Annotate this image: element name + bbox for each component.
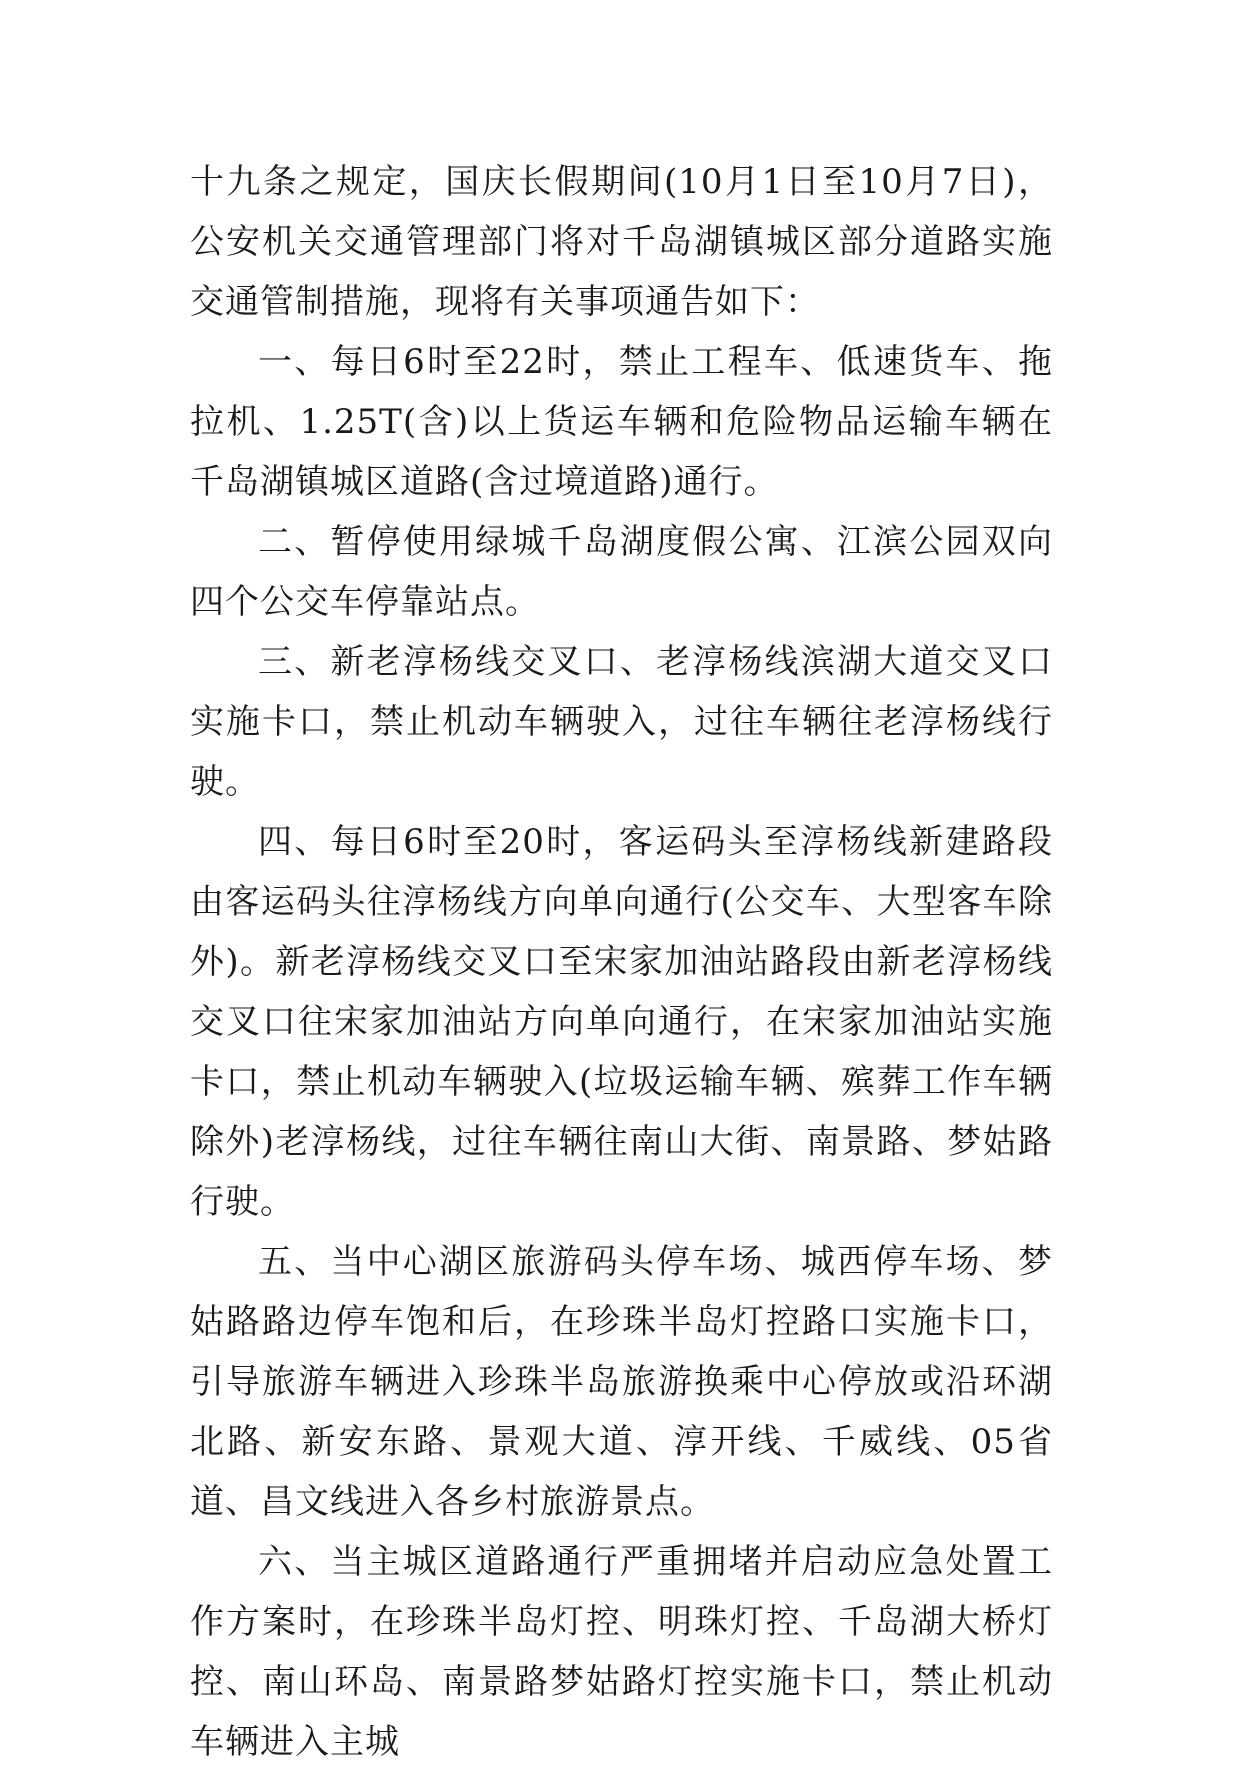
item-6-paragraph: 六、当主城区道路通行严重拥堵并启动应急处置工作方案时，在珍珠半岛灯控、明珠灯控、千岛湖大桥灯控、南山环岛、南景路梦姑路灯控实施卡口，禁止机动车辆进入主城 — [190, 1542, 1053, 1762]
document-page — [190, 152, 1053, 1772]
item-4-paragraph: 四、每日6时至20时，客运码头至淳杨线新建路段由客运码头往淳杨线方向单向通行(公交车、大型客车除外)。新老淳杨线交叉口至宋家加油站路段由新老淳杨线交叉口往宋家加油站方向单向通行，在宋家加油站实施卡口，禁止机动车辆驶入(垃圾运输车辆、殡葬工作车辆除外)老淳杨线，过往车辆往南山大街、南景路、梦姑路行驶。 — [190, 822, 1053, 1222]
item-5-paragraph: 五、当中心湖区旅游码头停车场、城西停车场、梦姑路路边停车饱和后，在珍珠半岛灯控路口实施卡口，引导旅游车辆进入珍珠半岛旅游换乘中心停放或沿环湖北路、新安东路、景观大道、淳开线、千威线、05省道、昌文线进入各乡村旅游景点。 — [190, 1242, 1053, 1522]
item-1-paragraph: 一、每日6时至22时，禁止工程车、低速货车、拖拉机、1.25T(含)以上货运车辆和危险物品运输车辆在千岛湖镇城区道路(含过境道路)通行。 — [190, 342, 1053, 502]
item-3-paragraph: 三、新老淳杨线交叉口、老淳杨线滨湖大道交叉口实施卡口，禁止机动车辆驶入，过往车辆往老淳杨线行驶。 — [190, 642, 1053, 802]
item-2-paragraph: 二、暂停使用绿城千岛湖度假公寓、江滨公园双向四个公交车停靠站点。 — [190, 522, 1053, 622]
intro-paragraph: 十九条之规定，国庆长假期间(10月1日至10月7日)，公安机关交通管理部门将对千岛湖镇城区部分道路实施交通管制措施，现将有关事项通告如下： — [190, 162, 1053, 322]
